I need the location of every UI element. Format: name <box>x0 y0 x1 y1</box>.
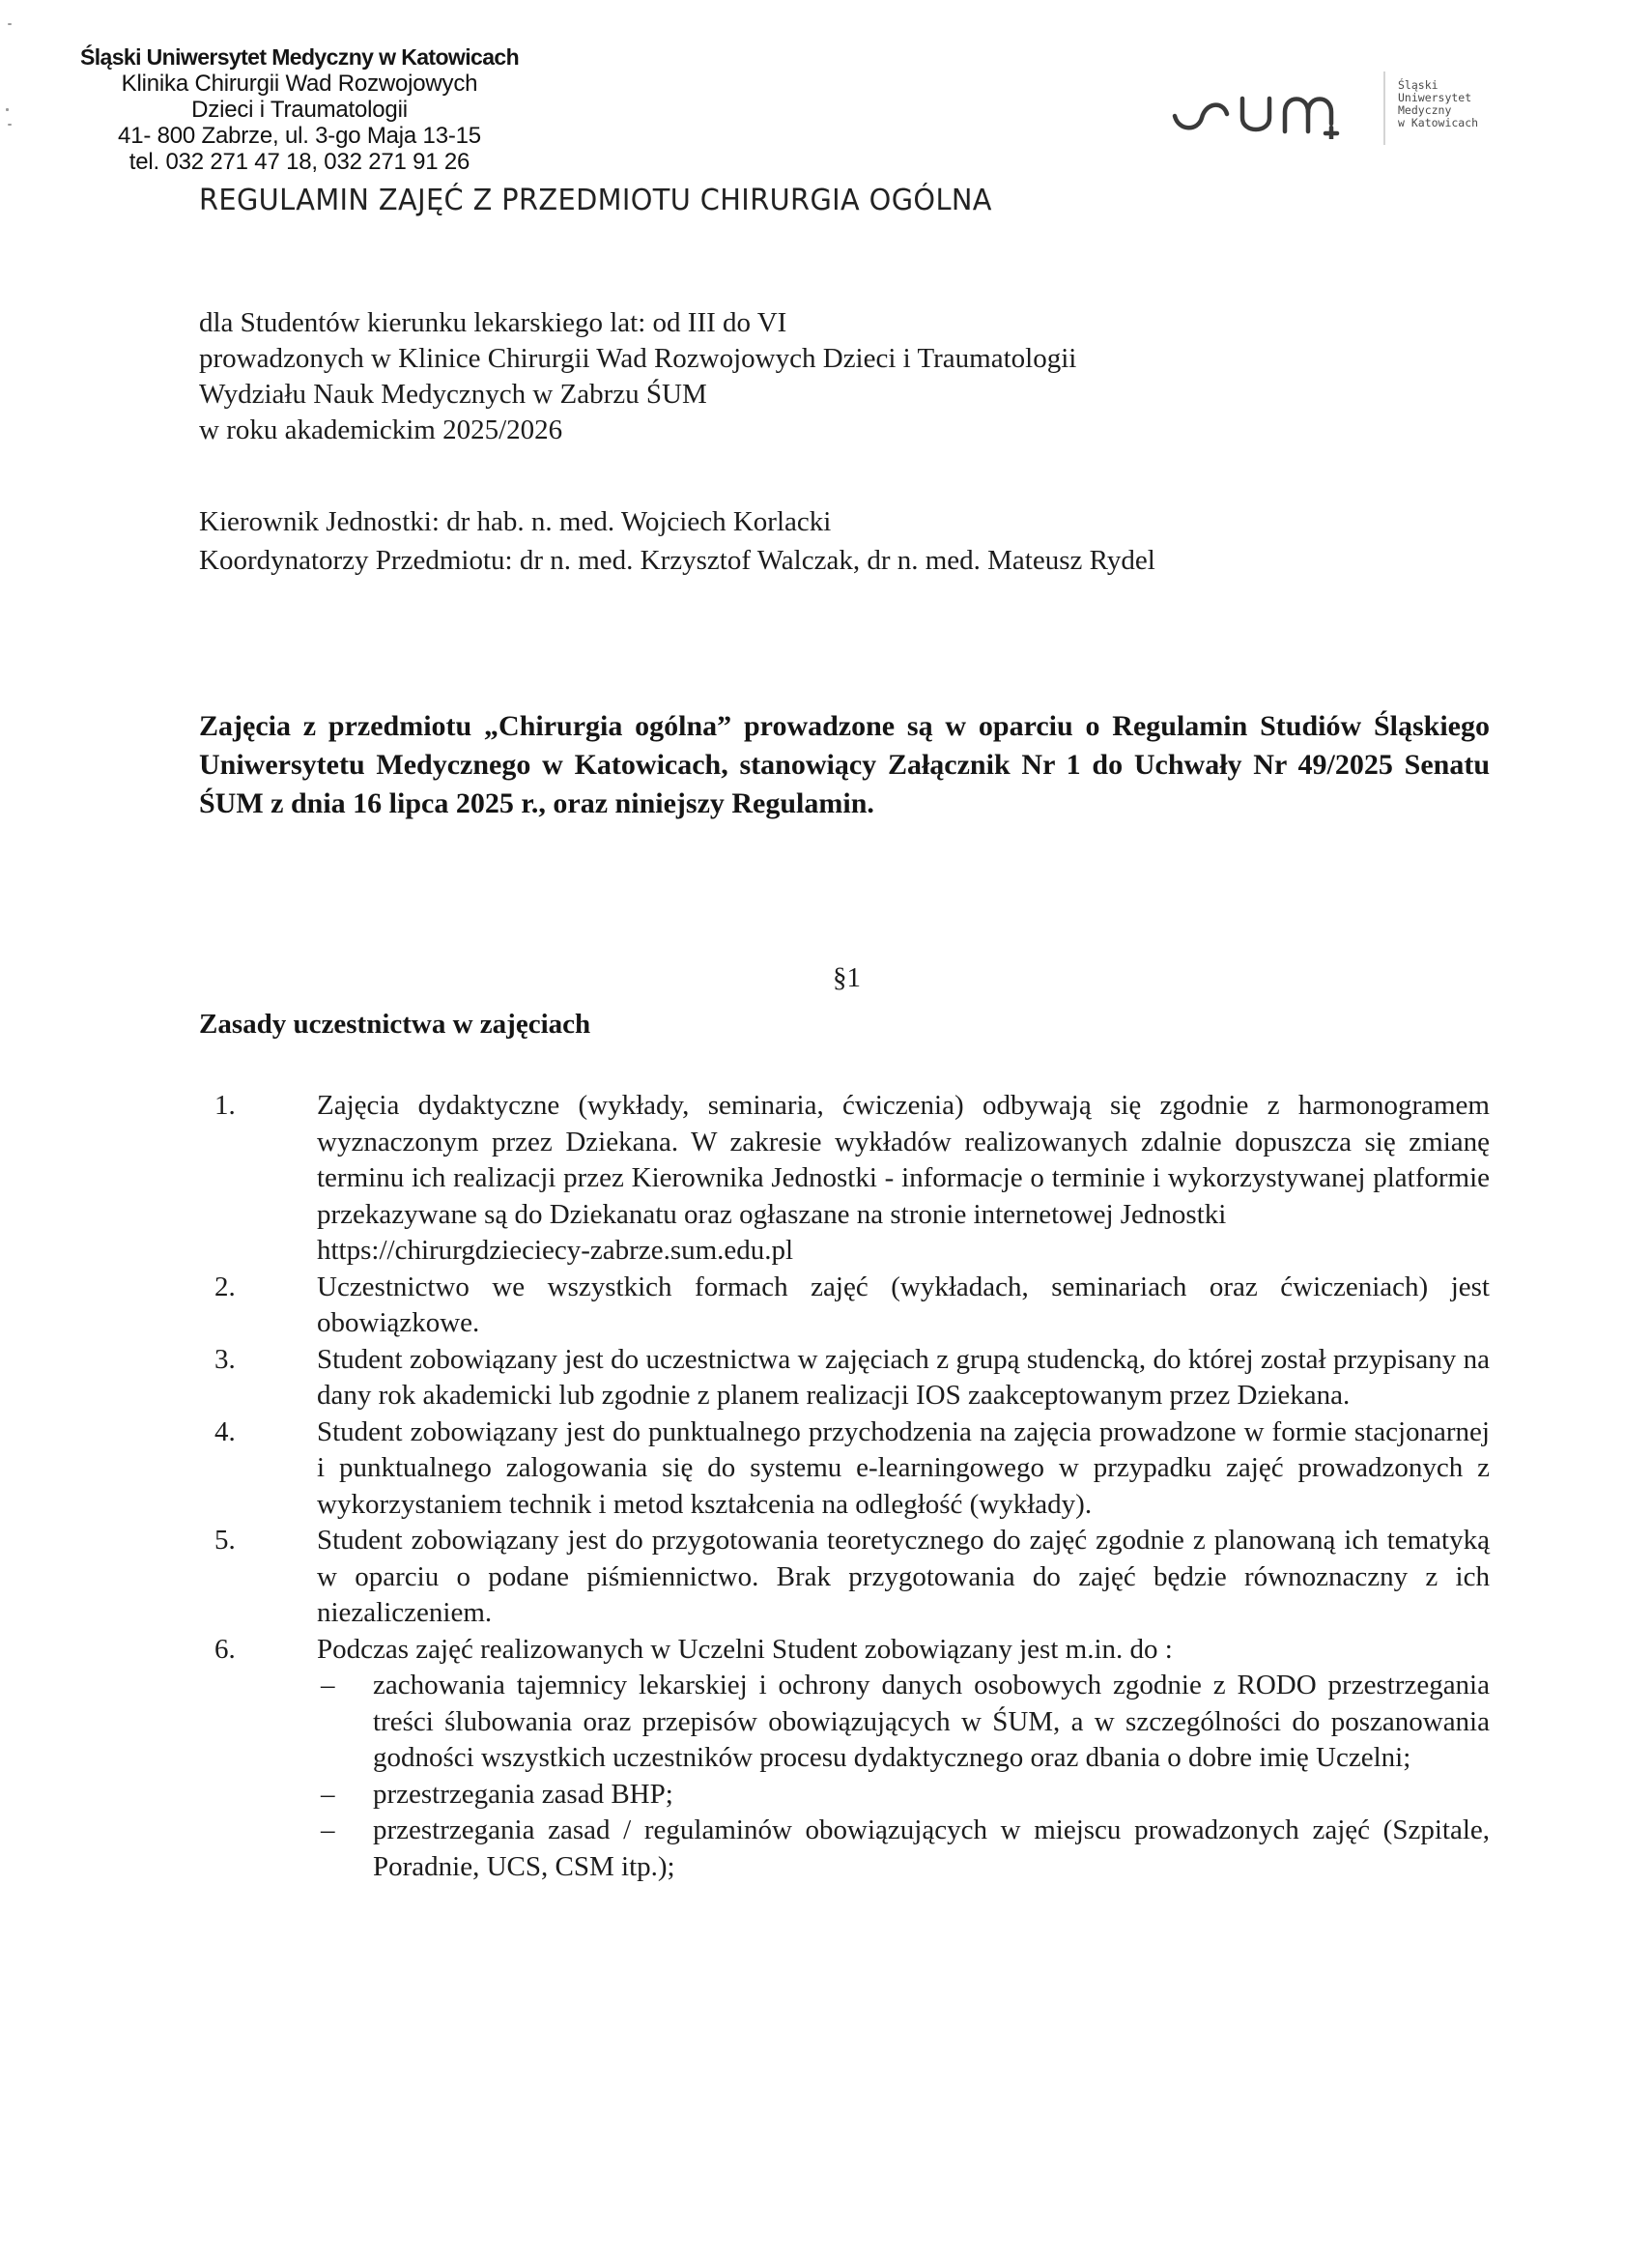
obligations-list <box>317 1668 1490 1885</box>
rule-number: 1. <box>214 1090 236 1121</box>
stamp-department: Dzieci i Traumatologii <box>191 97 408 123</box>
logo-wordmark <box>1398 79 1478 129</box>
rule-text: Uczestnictwo we wszystkich formach zajęć (wykładach, seminariach oraz ćwiczeniach) jest obowiązkowe. <box>317 1271 1490 1338</box>
legal-basis-paragraph: Zajęcia z przedmiotu „Chirurgia ogólna” prowadzone są w oparciu o Regulamin Studiów Śląskiego Uniwersytetu Medycznego w Katowicach, stanowiący Załącznik Nr 1 do Uchwały Nr 49/2025 Senatu ŚUM z dnia 16 lipca 2025 r., oraz niniejszy Regulamin. <box>199 710 1490 819</box>
intro-block <box>199 305 1076 448</box>
rule-text: Student zobowiązany jest do przygotowania teoretycznego do zajęć zgodnie z planowaną ich tematyką w oparciu o podane piśmiennictwo. Brak przygotowania do zajęć będzie równoznaczny z ich niezaliczeniem. <box>317 1525 1490 1628</box>
institution-stamp <box>68 44 531 175</box>
staff-block <box>199 502 1155 580</box>
section-heading: Zasady uczestnictwa w zajęciach <box>199 1009 591 1040</box>
rule-number: 3. <box>214 1343 236 1375</box>
rule-text: Student zobowiązany jest do uczestnictwa w zajęciach z grupą studencką, do której został przypisany na dany rok akademicki lub zgodnie z planem realizacji IOS zaakceptowanym przez Dziekana. <box>317 1343 1490 1411</box>
logo-text-line: w Katowicach <box>1398 116 1479 129</box>
section-sign: §1 <box>833 962 861 993</box>
dash-bullet-icon: – <box>321 1670 335 1700</box>
dash-bullet-icon: – <box>321 1778 335 1810</box>
unit-head: Kierownik Jednostki: dr hab. n. med. Wojciech Korlacki <box>199 506 832 537</box>
rule-item <box>213 1270 1490 1342</box>
stamp-address: 41- 800 Zabrze, ul. 3-go Maja 13-15 <box>118 123 481 149</box>
logo-text-line: Uniwersytet <box>1398 91 1472 104</box>
sum-logo <box>1169 66 1536 153</box>
rule-number: 2. <box>214 1271 236 1302</box>
sum-logo-mark-icon <box>1169 81 1362 139</box>
rule-text: Student zobowiązany jest do punktualnego przychodzenia na zajęcia prowadzone w formie stacjonarnej i punktualnego zalogowania się do systemu e-learningowego w przypadku zajęć prowadzonych z wykorzystaniem technik i metod kształcenia na odległość (wykłady). <box>317 1415 1490 1520</box>
obligation-text: przestrzegania zasad / regulaminów obowiązujących w miejscu prowadzonych zajęć (Szpitale, Poradnie, UCS, CSM itp.); <box>373 1814 1490 1882</box>
rule-text: Zajęcia dydaktyczne (wykłady, seminaria, ćwiczenia) odbywają się zgodnie z harmonogramem wyznaczonym przez Dziekana. W zakresie wykładów realizowanych zdalnie dopuszcza się zmianę terminu ich realizacji przez Kierownika Jednostki - informacje o terminie i wykorzystywanej platformie przekazywane są do Dziekanatu oraz ogłaszane na stronie internetowej Jednostki <box>317 1090 1490 1230</box>
document-title: REGULAMIN ZAJĘĆ Z PRZEDMIOTU CHIRURGIA OGÓLNA <box>199 184 992 217</box>
obligation-text: przestrzegania zasad BHP; <box>373 1778 673 1810</box>
intro-line: prowadzonych w Klinice Chirurgii Wad Rozwojowych Dzieci i Traumatologii <box>199 343 1077 374</box>
rule-number: 4. <box>214 1415 236 1447</box>
obligation-item <box>317 1668 1490 1777</box>
rule-item <box>213 1342 1490 1414</box>
stamp-university: Śląski Uniwersytet Medyczny w Katowicach <box>79 44 520 70</box>
stamp-clinic: Klinika Chirurgii Wad Rozwojowych <box>121 71 478 97</box>
logo-divider <box>1383 71 1385 145</box>
obligation-item <box>317 1813 1490 1885</box>
rule-number: 5. <box>214 1525 236 1556</box>
scan-speck <box>6 108 9 111</box>
rule-text: Podczas zajęć realizowanych w Uczelni Student zobowiązany jest m.in. do : <box>317 1633 1173 1665</box>
intro-line: dla Studentów kierunku lekarskiego lat: od III do VI <box>199 307 787 338</box>
intro-line: w roku akademickim 2025/2026 <box>199 414 563 445</box>
stamp-phone: tel. 032 271 47 18, 032 271 91 26 <box>128 149 470 175</box>
scan-speck <box>8 124 12 126</box>
rule-item <box>213 1632 1490 1886</box>
dash-bullet-icon: – <box>321 1814 335 1845</box>
obligation-item <box>317 1777 1490 1814</box>
obligation-text: zachowania tajemnicy lekarskiej i ochrony danych osobowych zgodnie z RODO przestrzegania treści ślubowania oraz przepisów obowiązujących w ŚUM, a w szczególności do poszanowania godności wszystkich uczestników procesu dydaktycznego oraz dbania o dobre imię Uczelni; <box>373 1670 1490 1773</box>
intro-line: Wydziału Nauk Medycznych w Zabrzu ŚUM <box>199 379 707 410</box>
logo-text-line: Śląski <box>1398 78 1438 92</box>
scan-speck <box>8 23 12 25</box>
unit-website-link[interactable]: https://chirurgdzieciecy-zabrze.sum.edu.pl <box>317 1235 794 1266</box>
course-coordinators: Koordynatorzy Przedmiotu: dr n. med. Krzysztof Walczak, dr n. med. Mateusz Rydel <box>199 545 1155 576</box>
rule-item <box>213 1088 1490 1270</box>
rules-list <box>213 1088 1490 1885</box>
rule-item <box>213 1523 1490 1632</box>
rule-number: 6. <box>214 1633 236 1665</box>
rule-item <box>213 1414 1490 1524</box>
logo-text-line: Medyczny <box>1398 103 1452 117</box>
